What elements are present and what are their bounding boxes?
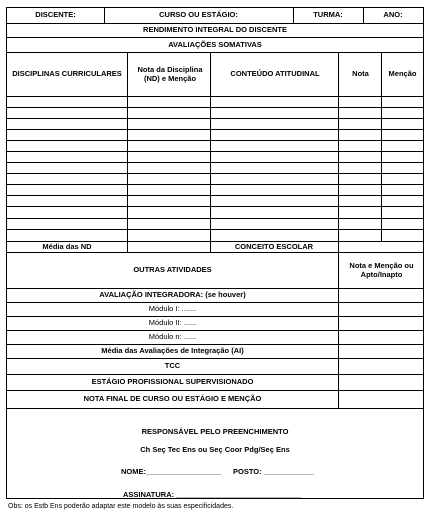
table-row <box>7 163 423 174</box>
grades-grid <box>7 97 423 242</box>
footnote: Obs: os Estb Ens poderão adaptar este modelo às suas especificidades. <box>8 503 234 510</box>
media-ai-label: Média das Avaliações de Integração (AI) <box>101 346 244 356</box>
integradora-title: AVALIAÇÃO INTEGRADORA: (se houver) <box>99 290 246 300</box>
assinatura-field[interactable]: ASSINATURA: ______________________________ <box>123 490 302 499</box>
rendimento-title-row <box>7 24 423 38</box>
estagio-row <box>7 375 423 391</box>
media-nd-label: Média das ND <box>42 241 92 251</box>
responsavel-subtitle: Ch Seç Tec Ens ou Seç Coor Pdg/Seç Ens <box>140 445 290 454</box>
avaliacoes-title: AVALIAÇÕES SOMATIVAS <box>168 39 262 49</box>
tcc-row <box>7 359 423 375</box>
discente-label: DISCENTE: <box>35 10 76 20</box>
modulo2-label: Módulo II: ...... <box>148 318 197 328</box>
table-row <box>7 97 423 108</box>
modulon-label: Módulo n: ...... <box>148 332 197 342</box>
nota-final-label: NOTA FINAL DE CURSO OU ESTÁGIO E MENÇÃO <box>83 394 262 404</box>
table-row <box>7 207 423 219</box>
table-row <box>7 130 423 141</box>
avaliacoes-title-row <box>7 38 423 53</box>
col-mencao: Menção <box>388 69 417 79</box>
curso-label: CURSO OU ESTÁGIO: <box>159 10 238 20</box>
table-row <box>7 174 423 185</box>
table-row <box>7 141 423 152</box>
table-row <box>7 119 423 130</box>
turma-label: TURMA: <box>313 10 343 20</box>
outras-label: OUTRAS ATIVIDADES <box>133 265 212 275</box>
conceito-label: CONCEITO ESCOLAR <box>234 241 314 251</box>
summary-row <box>7 242 423 253</box>
posto-field[interactable]: POSTO: ____________ <box>233 467 314 476</box>
tcc-label: TCC <box>164 361 181 371</box>
responsavel-title: RESPONSÁVEL PELO PREENCHIMENTO <box>141 427 289 436</box>
ano-label: ANO: <box>383 10 403 20</box>
rendimento-title: RENDIMENTO INTEGRAL DO DISCENTE <box>143 25 287 35</box>
table-row <box>7 196 423 207</box>
table-row <box>7 152 423 163</box>
table-row <box>7 185 423 196</box>
modulon-row <box>7 331 423 345</box>
responsavel-section <box>7 409 423 498</box>
media-ai-row <box>7 345 423 359</box>
col-nota: Nota <box>352 69 369 79</box>
header-row <box>7 8 423 24</box>
outras-nota-mencao: Nota e Menção ou Apto/Inapto <box>349 260 414 279</box>
col-disciplinas: DISCIPLINAS CURRICULARES <box>12 69 122 79</box>
outras-row <box>7 253 423 289</box>
table-row <box>7 219 423 230</box>
modulo1-label: Módulo I: ....... <box>148 304 197 314</box>
modulo1-row <box>7 303 423 317</box>
table-row <box>7 230 423 242</box>
col-conteudo: CONTEÚDO ATITUDINAL <box>230 69 320 79</box>
table-row <box>7 108 423 119</box>
column-header-row <box>7 53 423 97</box>
col-nota-nd: Nota da Disciplina (ND) e Menção <box>137 64 203 83</box>
integradora-title-row <box>7 289 423 303</box>
nome-field[interactable]: NOME:__________________ <box>121 467 222 476</box>
modulo2-row <box>7 317 423 331</box>
nota-final-row <box>7 391 423 409</box>
evaluation-form <box>6 7 424 499</box>
estagio-label: ESTÁGIO PROFISSIONAL SUPERVISIONADO <box>91 377 254 387</box>
